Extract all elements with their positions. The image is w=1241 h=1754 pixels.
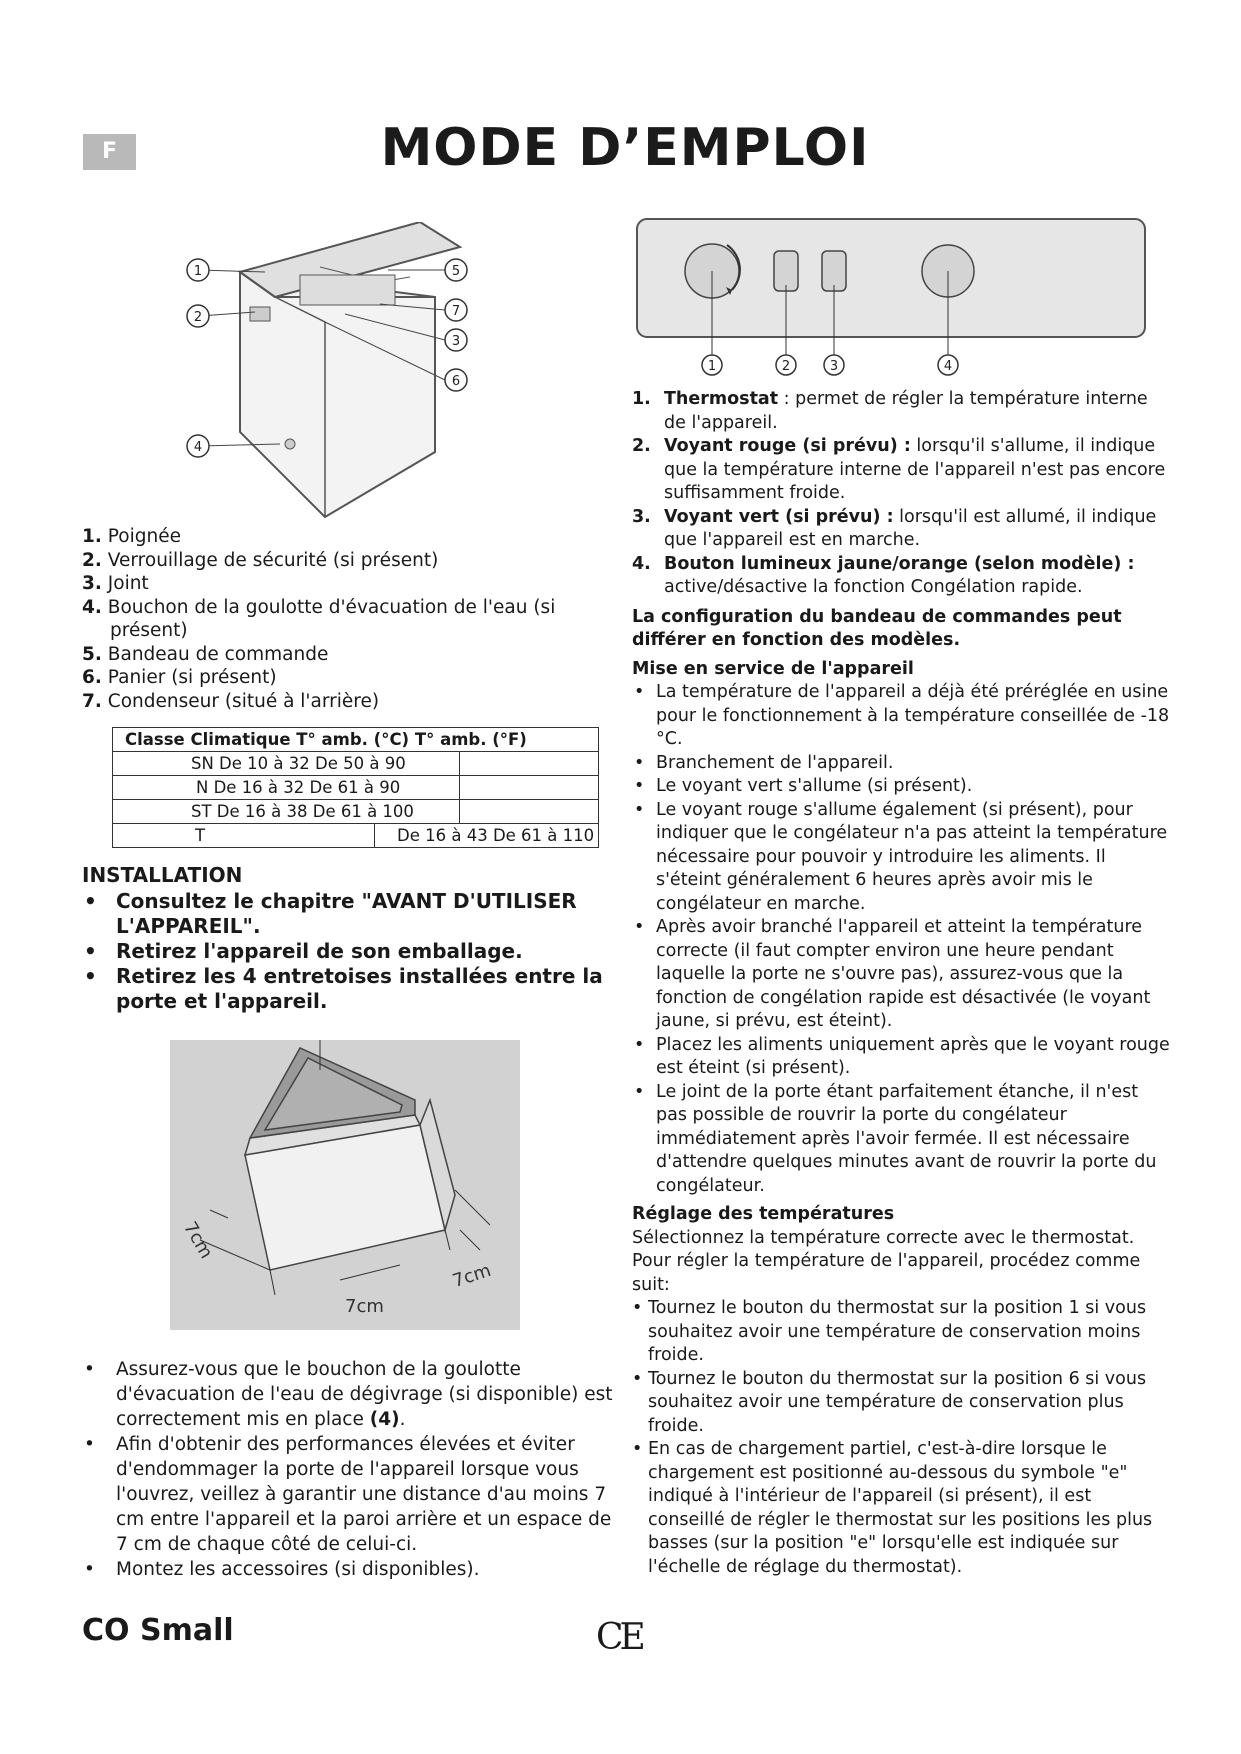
svg-text:4: 4	[193, 440, 203, 455]
list-item: • Le voyant vert s'allume (si présent).	[632, 775, 1172, 799]
list-item: • Consultez le chapitre "AVANT D'UTILISER L'APPAREIL".	[82, 889, 622, 939]
table-row: SN De 10 à 32 De 50 à 90	[113, 752, 599, 776]
svg-text:6: 6	[451, 374, 461, 389]
config-note: La configuration du bandeau de commandes peut différer en fonction des modèles.	[632, 606, 1122, 650]
list-item: 5. Bandeau de commande	[82, 643, 329, 665]
list-item: 6. Panier (si présent)	[82, 667, 277, 688]
freezer-callout-4	[187, 435, 209, 457]
svg-text:7cm: 7cm	[450, 1259, 494, 1292]
page-title: MODE D’EMPLOI	[380, 118, 870, 178]
temperature-intro: Sélectionnez la température correcte avec le thermostat. Pour régler la température de l'appareil, procédez comme suit:	[632, 1227, 1141, 1295]
list-item: • Le voyant rouge s'allume également (si présent), pour indiquer que le congélateur n'a pas atteint la température nécessaire pour pouvoir y introduire les aliments. Il s'éteint généralement 6 heures après avoir mis le congélateur en marche.	[632, 799, 1172, 917]
list-item: • Tournez le bouton du thermostat sur la position 1 si vous souhaitez avoir une température de conservation moins froide.	[632, 1297, 1172, 1368]
model-name: CO Small	[82, 1613, 234, 1648]
svg-text:3: 3	[451, 334, 461, 349]
installation-heading: INSTALLATION	[82, 863, 243, 887]
climate-class-table	[112, 727, 599, 848]
installation-notes	[82, 1357, 622, 1582]
svg-text:1: 1	[707, 359, 717, 374]
ce-mark-icon: CE	[596, 1617, 642, 1658]
panel-callout-4	[938, 355, 958, 375]
svg-text:2: 2	[781, 359, 791, 374]
freezer-parts-diagram	[180, 222, 520, 522]
svg-text:3: 3	[829, 359, 839, 374]
list-item: • Retirez les 4 entretoises installées entre la porte et l'appareil.	[82, 964, 622, 1014]
list-item: • Montez les accessoires (si disponibles).	[82, 1557, 622, 1582]
svg-text:7cm: 7cm	[345, 1296, 384, 1317]
list-item: 2. Verrouillage de sécurité (si présent)	[82, 549, 439, 571]
list-item: • Le joint de la porte étant parfaitement étanche, il n'est pas possible de rouvrir la porte du congélateur immédiatement après l'avoir fermée. Il est nécessaire d'attendre quelques minutes avant de rouvrir la porte du congélateur.	[632, 1081, 1172, 1199]
table-row: T De 16 à 43 De 61 à 110	[113, 824, 599, 848]
svg-text:2: 2	[193, 310, 203, 325]
control-item-fast-freeze: 4. Bouton lumineux jaune/orange (selon modèle) : active/désactive la fonction Congélation rapide.	[632, 553, 1135, 597]
control-item-red-light: 2. Voyant rouge (si prévu) : lorsqu'il s'allume, il indique que la température interne de l'appareil n'est pas encore suffisamment froide.	[632, 436, 1166, 503]
freezer-callout-1	[187, 259, 209, 281]
list-item: • Assurez-vous que le bouchon de la goulotte d'évacuation de l'eau de dégivrage (si disponible) est correctement mis en place (4).	[82, 1357, 622, 1432]
table-row: N De 16 à 32 De 61 à 90	[113, 776, 599, 800]
startup-heading: Mise en service de l'appareil	[632, 658, 914, 679]
freezer-callout-6	[445, 369, 467, 391]
svg-text:5: 5	[451, 264, 461, 279]
list-item: • La température de l'appareil a déjà été préréglée en usine pour le fonctionnement à la température conseillée de -18 °C.	[632, 681, 1172, 752]
panel-callout-3	[824, 355, 844, 375]
installation-section	[82, 863, 622, 1014]
svg-text:1: 1	[193, 264, 203, 279]
control-panel-diagram	[632, 215, 1152, 380]
svg-text:7cm: 7cm	[179, 1218, 217, 1263]
list-item: 1. Poignée	[82, 526, 181, 547]
freezer-callout-3	[445, 329, 467, 351]
freezer-callout-2	[187, 305, 209, 327]
clearance-diagram	[170, 1040, 520, 1330]
list-item: • Branchement de l'appareil.	[632, 752, 1172, 776]
freezer-callout-7	[445, 299, 467, 321]
panel-callout-1	[702, 355, 722, 375]
list-item: 4. Bouchon de la goulotte d'évacuation de l'eau (si présent)	[82, 596, 556, 641]
freezer-callout-5	[445, 259, 467, 281]
language-badge: F	[83, 134, 136, 170]
svg-text:7: 7	[451, 304, 461, 319]
list-item: • Après avoir branché l'appareil et atteint la température correcte (il faut compter environ une heure pendant laquelle la porte ne s'ouvre pas), assurez-vous que la fonction de congélation rapide est désactivée (le voyant jaune, si prévu, est éteint).	[632, 916, 1172, 1034]
temperature-heading: Réglage des températures	[632, 1204, 895, 1224]
list-item: • En cas de chargement partiel, c'est-à-dire lorsque le chargement est positionné au-dessous du symbole "e" indiqué à l'intérieur de l'appareil (si présent), il est conseillé de régler le thermostat sur les positions les plus basses (sur la position "e" lorsqu'elle est indiquée sur l'échelle de réglage du thermostat).	[632, 1438, 1172, 1579]
list-item: • Tournez le bouton du thermostat sur la position 6 si vous souhaitez avoir une température de conservation plus froide.	[632, 1368, 1172, 1439]
list-item: 3. Joint	[82, 573, 149, 594]
svg-text:4: 4	[943, 359, 953, 374]
parts-list	[82, 525, 602, 713]
right-column	[632, 388, 1172, 1579]
list-item: 7. Condenseur (situé à l'arrière)	[82, 690, 380, 712]
list-item: • Afin d'obtenir des performances élevées et éviter d'endommager la porte de l'appareil lorsque vous l'ouvrez, veillez à garantir une distance d'au moins 7 cm entre l'appareil et la paroi arrière et un espace de 7 cm de chaque côté de celui-ci.	[82, 1432, 622, 1557]
panel-callout-2	[776, 355, 796, 375]
control-item-green-light: 3. Voyant vert (si prévu) : lorsqu'il est allumé, il indique que l'appareil est en marche.	[632, 506, 1157, 550]
table-header-row: Classe Climatique T° amb. (°C) T° amb. (°F)	[113, 728, 599, 752]
control-item-thermostat: 1. Thermostat : permet de régler la température interne de l'appareil.	[632, 389, 1148, 433]
list-item: • Retirez l'appareil de son emballage.	[82, 939, 622, 964]
table-row: ST De 16 à 38 De 61 à 100	[113, 800, 599, 824]
list-item: • Placez les aliments uniquement après que le voyant rouge est éteint (si présent).	[632, 1034, 1172, 1081]
